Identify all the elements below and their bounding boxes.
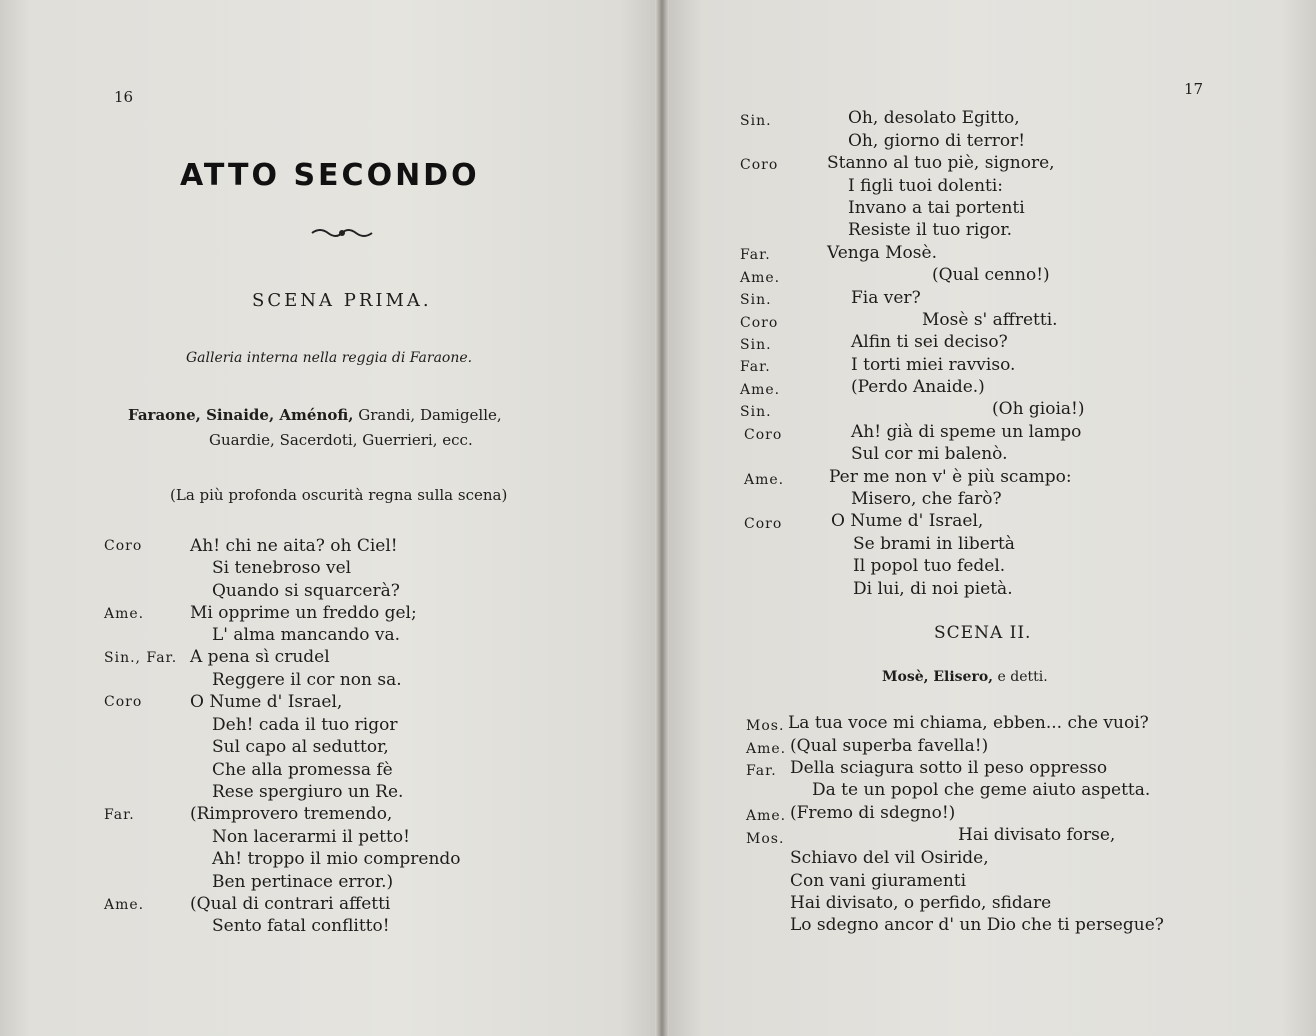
verse-line: Ah! chi ne aita? oh Ciel! <box>190 536 398 556</box>
speaker-label: Coro <box>740 315 779 331</box>
verse-line: Per me non v' è più scampo: <box>829 467 1072 487</box>
speaker-label: Far. <box>740 359 771 375</box>
speaker-label: Coro <box>104 694 143 710</box>
page-number: 17 <box>1184 80 1204 98</box>
verse-line: Si tenebroso vel <box>212 558 352 578</box>
verse-line: (Fremo di sdegno!) <box>790 803 956 823</box>
verse-line: Deh! cada il tuo rigor <box>212 715 398 735</box>
scene-title: SCENA II. <box>934 623 1032 643</box>
scene-setting: Galleria interna nella reggia di Faraone. <box>186 350 473 366</box>
character-names-rest: Grandi, Damigelle, <box>353 406 502 424</box>
ornament-divider-icon <box>310 226 374 240</box>
speaker-label: Sin. <box>740 113 772 129</box>
verse-line: Oh, desolato Egitto, <box>848 108 1020 128</box>
verse-line: Quando si squarcerà? <box>212 581 400 601</box>
verse-line: A pena sì crudel <box>190 647 330 667</box>
verse-line: (Perdo Anaide.) <box>851 377 985 397</box>
stage-direction: (La più profonda oscurità regna sulla scena) <box>170 486 508 504</box>
speaker-label: Sin., Far. <box>104 650 178 666</box>
verse-line: Se brami in libertà <box>853 534 1015 554</box>
speaker-label: Sin. <box>740 337 772 353</box>
speaker-label: Far. <box>104 807 135 823</box>
verse-line: Invano a tai portenti <box>848 198 1025 218</box>
speaker-label: Far. <box>746 763 777 779</box>
speaker-label: Mos. <box>746 831 785 847</box>
verse-line: Il popol tuo fedel. <box>853 556 1006 576</box>
character-list-line2: Guardie, Sacerdoti, Guerrieri, ecc. <box>209 431 473 449</box>
verse-line: Ah! già di speme un lampo <box>851 422 1082 442</box>
verse-line: I torti miei ravviso. <box>851 355 1016 375</box>
verse-line: Hai divisato, o perfido, sfidare <box>790 893 1052 913</box>
speaker-label: Mos. <box>746 718 785 734</box>
verse-line: (Qual cenno!) <box>932 265 1050 285</box>
page-number: 16 <box>114 88 134 106</box>
speaker-label: Sin. <box>740 404 772 420</box>
verse-line: Oh, giorno di terror! <box>848 131 1026 151</box>
verse-line: Ah! troppo il mio comprendo <box>212 849 461 869</box>
scene-title: SCENA PRIMA. <box>252 290 432 311</box>
verse-line: Hai divisato forse, <box>958 825 1116 845</box>
verse-line: Resiste il tuo rigor. <box>848 220 1013 240</box>
verse-line: Sul capo al seduttor, <box>212 737 389 757</box>
verse-line: Rese spergiuro un Re. <box>212 782 404 802</box>
verse-line: O Nume d' Israel, <box>831 511 984 531</box>
verse-line: Reggere il cor non sa. <box>212 670 402 690</box>
character-names-bold: Mosè, Elisero, <box>882 669 994 685</box>
verse-line: (Rimprovero tremendo, <box>190 804 393 824</box>
character-names-bold: Faraone, Sinaide, Aménofi, <box>128 406 354 424</box>
verse-line: Mosè s' affretti. <box>922 310 1058 330</box>
verse-line: Venga Mosè. <box>827 243 937 263</box>
character-list <box>882 669 1048 685</box>
verse-line: Mi opprime un freddo gel; <box>190 603 417 623</box>
verse-line: Della sciagura sotto il peso oppresso <box>790 758 1108 778</box>
verse-line: Fia ver? <box>851 288 921 308</box>
verse-line: Alfin ti sei deciso? <box>851 332 1008 352</box>
speaker-label: Ame. <box>746 741 787 757</box>
verse-line: (Qual superba favella!) <box>790 736 989 756</box>
verse-line: Sento fatal conflitto! <box>212 916 390 936</box>
speaker-label: Far. <box>740 247 771 263</box>
right-page <box>662 0 1316 1036</box>
character-list <box>128 406 502 424</box>
verse-line: I figli tuoi dolenti: <box>848 176 1004 196</box>
verse-line: Schiavo del vil Osiride, <box>790 848 989 868</box>
speaker-label: Sin. <box>740 292 772 308</box>
verse-line: Sul cor mi balenò. <box>851 444 1008 464</box>
book-gutter <box>655 0 669 1036</box>
speaker-label: Coro <box>740 157 779 173</box>
verse-line: La tua voce mi chiama, ebben... che vuoi? <box>788 713 1149 733</box>
speaker-label: Coro <box>104 538 143 554</box>
verse-line: (Oh gioia!) <box>992 399 1085 419</box>
verse-line: (Qual di contrari affetti <box>190 894 391 914</box>
speaker-label: Ame. <box>104 606 145 622</box>
verse-line: L' alma mancando va. <box>212 625 401 645</box>
speaker-label: Ame. <box>740 270 781 286</box>
verse-line: Da te un popol che geme aiuto aspetta. <box>812 780 1151 800</box>
verse-line: O Nume d' Israel, <box>190 692 343 712</box>
verse-line: Con vani giuramenti <box>790 871 967 891</box>
verse-line: Che alla promessa fè <box>212 760 393 780</box>
speaker-label: Ame. <box>746 808 787 824</box>
speaker-label: Ame. <box>104 897 145 913</box>
speaker-label: Ame. <box>744 472 785 488</box>
speaker-label: Ame. <box>740 382 781 398</box>
verse-line: Misero, che farò? <box>851 489 1002 509</box>
act-title: ATTO SECONDO <box>180 158 480 193</box>
verse-line: Stanno al tuo piè, signore, <box>827 153 1055 173</box>
verse-line: Di lui, di noi pietà. <box>853 579 1013 599</box>
verse-line: Non lacerarmi il petto! <box>212 827 410 847</box>
character-names-rest: e detti. <box>993 669 1048 685</box>
speaker-label: Coro <box>744 427 783 443</box>
verse-line: Lo sdegno ancor d' un Dio che ti persegue? <box>790 915 1164 935</box>
verse-line: Ben pertinace error.) <box>212 872 394 892</box>
speaker-label: Coro <box>744 516 783 532</box>
